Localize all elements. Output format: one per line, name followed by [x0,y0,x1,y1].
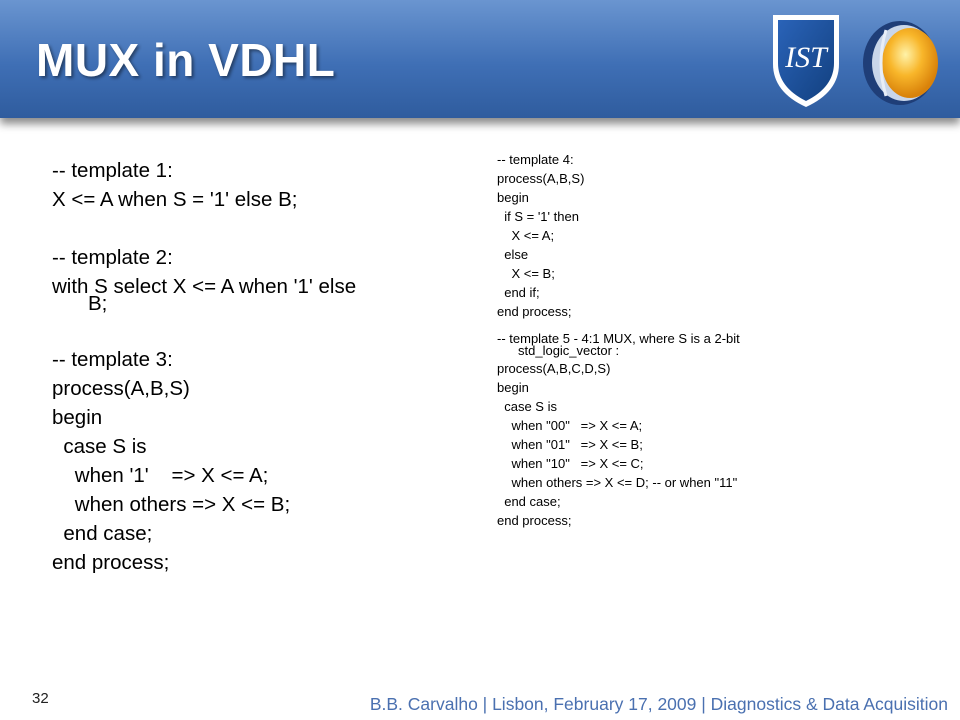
code-line: end process; [52,551,170,574]
code-line: end if; [497,285,540,300]
code-line: end process; [497,304,572,319]
code-line: when '1' => X <= A; [52,464,269,487]
code-line: when "01" => X <= B; [497,437,643,452]
code-line-continuation: B; [88,292,108,315]
code-line: case S is [52,435,147,458]
code-line: process(A,B,C,D,S) [497,361,611,376]
code-line: -- template 3: [52,348,173,371]
blank-line [52,214,452,243]
code-line: with S select X <= A when '1' else [52,275,357,298]
code-line: end case; [52,522,153,545]
code-line: -- template 5 - 4:1 MUX, where S is a 2-bit [497,331,740,346]
blank-line [497,321,827,331]
code-line: case S is [497,399,557,414]
page-number: 32 [32,690,49,707]
code-line: end process; [497,513,572,528]
svg-text:IST: IST [785,41,827,74]
code-line: begin [52,406,103,429]
code-line: X <= B; [497,266,555,281]
title-bar [0,0,960,118]
code-line: when others => X <= B; [52,493,291,516]
code-line: process(A,B,S) [497,171,585,186]
code-line: when others => X <= D; -- or when "11" [497,475,738,490]
code-line: -- template 2: [52,246,173,269]
orange-sphere-logo [860,18,944,108]
right-code-block [497,150,827,530]
code-line: begin [497,380,529,395]
left-code-block [52,156,452,577]
footer-text: B.B. Carvalho | Lisbon, February 17, 2009 | Diagnostics & Data Acquisition [369,694,948,714]
code-line: end case; [497,494,561,509]
code-line: begin [497,190,529,205]
code-line: when "10" => X <= C; [497,456,644,471]
code-line: -- template 1: [52,159,173,182]
code-line: process(A,B,S) [52,377,190,400]
code-line-continuation: std_logic_vector : [518,343,620,358]
code-line: -- template 4: [497,152,574,167]
blank-line [52,316,452,345]
slide-title: MUX in VDHL [36,34,336,86]
ist-shield-logo [770,12,842,110]
code-line: X <= A when S = '1' else B; [52,188,298,211]
code-line: if S = '1' then [497,209,579,224]
code-line: when "00" => X <= A; [497,418,643,433]
code-line: else [497,247,529,262]
code-line: X <= A; [497,228,555,243]
